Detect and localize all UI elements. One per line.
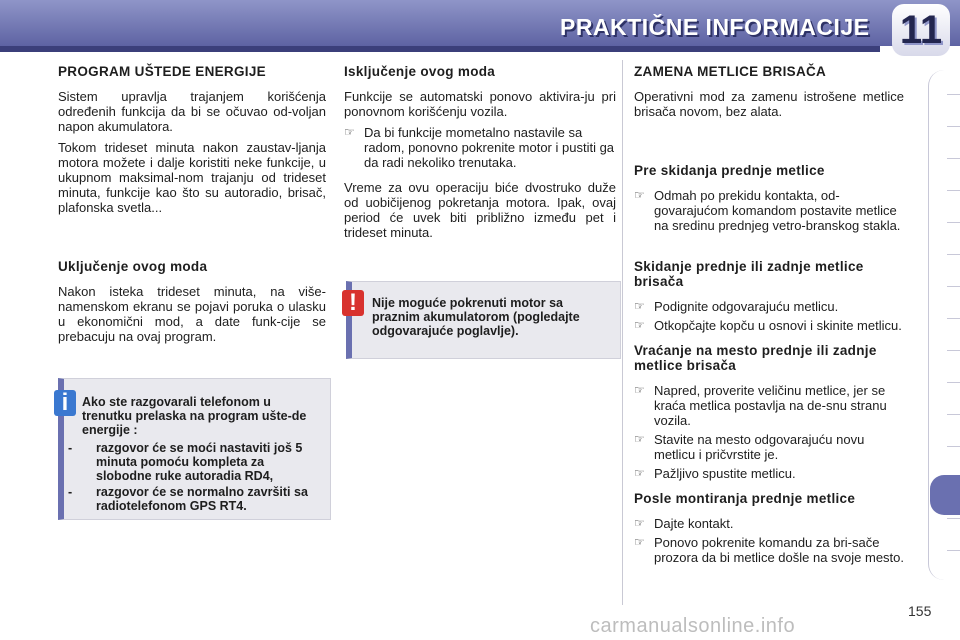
chapter-tab[interactable] — [947, 222, 960, 223]
list-item: ☞ Pažljivo spustite metlicu. — [634, 466, 796, 481]
info-note-intro: Ako ste razgovarali telefonom u trenutku prelaska na program ušte-de energije : — [82, 395, 307, 437]
chapter-tab-active[interactable] — [930, 475, 960, 515]
list-item: ☞ Ponovo pokrenite komandu za bri-sače prozora da bi metlice došle na svoje mesto. — [634, 535, 905, 565]
bullet-list — [634, 299, 904, 333]
section-heading: Isključenje ovog moda — [344, 64, 496, 79]
info-note-item: - razgovor će se normalno završiti sa radiotelefonom GPS RT4. — [68, 485, 308, 513]
list-item: ☞ Stavite na mesto odgovarajuću novu metlicu i pričvrstite je. — [634, 432, 865, 462]
bullet-list — [634, 188, 904, 233]
chapter-tab[interactable] — [947, 382, 960, 383]
bullet-list — [344, 125, 616, 170]
pointing-hand-icon: ☞ — [634, 188, 645, 202]
paragraph: Tokom trideset minuta nakon zaustav-ljanja motora možete i dalje koristiti neke funkcije, u ukupnom maksimal-nom trajanju od trideset minuta, funkcije kao što su autoradio, brisač, plafonska svetla... — [58, 140, 326, 215]
column-disable-mode — [344, 64, 616, 246]
paragraph: Sistem upravlja trajanjem korišćenja određenih funkcija da bi se očuvao od-voljan napon akumulatora. — [58, 89, 326, 134]
pointing-hand-icon: ☞ — [634, 535, 645, 549]
chapter-tab[interactable] — [947, 286, 960, 287]
pointing-hand-icon: ☞ — [634, 516, 645, 530]
warning-note-text: Nije moguće pokrenuti motor sa praznim akumulatorom (pogledajte odgovarajuće poglavlje). — [372, 296, 580, 338]
column-divider — [622, 60, 623, 605]
chapter-tab[interactable] — [947, 350, 960, 351]
paragraph: Funkcije se automatski ponovo aktivira-ju pri ponovnom korišćenju vozila. — [344, 89, 616, 119]
list-item: ☞ Napred, proverite veličinu metlice, jer se kraća metlica postavlja na de-snu stranu vozila. — [634, 383, 887, 428]
bullet-list — [634, 516, 904, 565]
list-item: ☞ Odmah po prekidu kontakta, od-govarajućom komandom postavite metlice na sredinu prednjeg vetro-branskog stakla. — [634, 188, 901, 233]
bullet-list — [634, 383, 904, 481]
chapter-tab[interactable] — [947, 518, 960, 519]
list-item: ☞ Otkopčajte kopču u osnovi i skinite metlicu. — [634, 318, 902, 333]
column-energy-saving — [58, 64, 326, 350]
list-item: ☞ Dajte kontakt. — [634, 516, 734, 531]
column-wiper-blade — [634, 64, 904, 575]
list-item: ☞ Podignite odgovarajuću metlicu. — [634, 299, 839, 314]
pointing-hand-icon: ☞ — [634, 318, 645, 332]
section-heading: Pre skidanja prednje metlice — [634, 163, 825, 178]
chapter-number: 11 — [892, 4, 950, 56]
chapter-tab[interactable] — [947, 254, 960, 255]
chapter-tab[interactable] — [947, 126, 960, 127]
list-item: ☞ Da bi funkcije mometalno nastavile sa radom, ponovno pokrenite motor i pustiti ga da radi nekoliko trenutaka. — [344, 125, 615, 170]
paragraph: Operativni mod za zamenu istrošene metlice brisača novom, bez alata. — [634, 89, 904, 119]
paragraph: Vreme za ovu operaciju biće dvostruko duže od uobičijenog pokretanja motora. Ipak, ovaj period će uvek biti približno između pet i trideset minuta. — [344, 180, 616, 240]
chapter-tab[interactable] — [947, 550, 960, 551]
paragraph: Nakon isteka trideset minuta, na više-namenskom ekranu se pojavi poruka o ulasku u ekonomični mod, a date funk-cije se prebacuju na ovaj program. — [58, 284, 326, 344]
pointing-hand-icon: ☞ — [634, 466, 645, 480]
info-icon: i — [54, 390, 76, 416]
pointing-hand-icon: ☞ — [634, 383, 645, 397]
section-heading: Posle montiranja prednje metlice — [634, 491, 856, 506]
chapter-tab[interactable] — [947, 446, 960, 447]
info-note — [58, 378, 331, 520]
chapter-tab[interactable] — [947, 318, 960, 319]
chapter-tab[interactable] — [947, 158, 960, 159]
section-heading: Uključenje ovog moda — [58, 259, 208, 274]
section-heading: Vraćanje na mesto prednje ili zadnje metlice brisača — [634, 343, 877, 373]
section-heading: PROGRAM UŠTEDE ENERGIJE — [58, 64, 266, 79]
pointing-hand-icon: ☞ — [634, 432, 645, 446]
warning-note — [346, 281, 621, 359]
section-heading: Skidanje prednje ili zadnje metlice brisača — [634, 259, 864, 289]
chapter-tab[interactable] — [947, 190, 960, 191]
info-note-item: - razgovor će se moći nastaviti još 5 minuta pomoću kompleta za slobodne ruke autoradia RD4, — [68, 441, 303, 483]
pointing-hand-icon: ☞ — [344, 125, 355, 139]
chapter-title: PRAKTIČNE INFORMACIJE — [560, 14, 870, 40]
watermark: carmanualsonline.info — [590, 615, 796, 637]
section-heading: ZAMENA METLICE BRISAČA — [634, 64, 827, 79]
header-shadow — [0, 46, 880, 52]
pointing-hand-icon: ☞ — [634, 299, 645, 313]
chapter-tab[interactable] — [947, 414, 960, 415]
chapter-tab[interactable] — [947, 94, 960, 95]
page-number: 155 — [908, 603, 932, 619]
warning-icon: ! — [342, 290, 364, 316]
